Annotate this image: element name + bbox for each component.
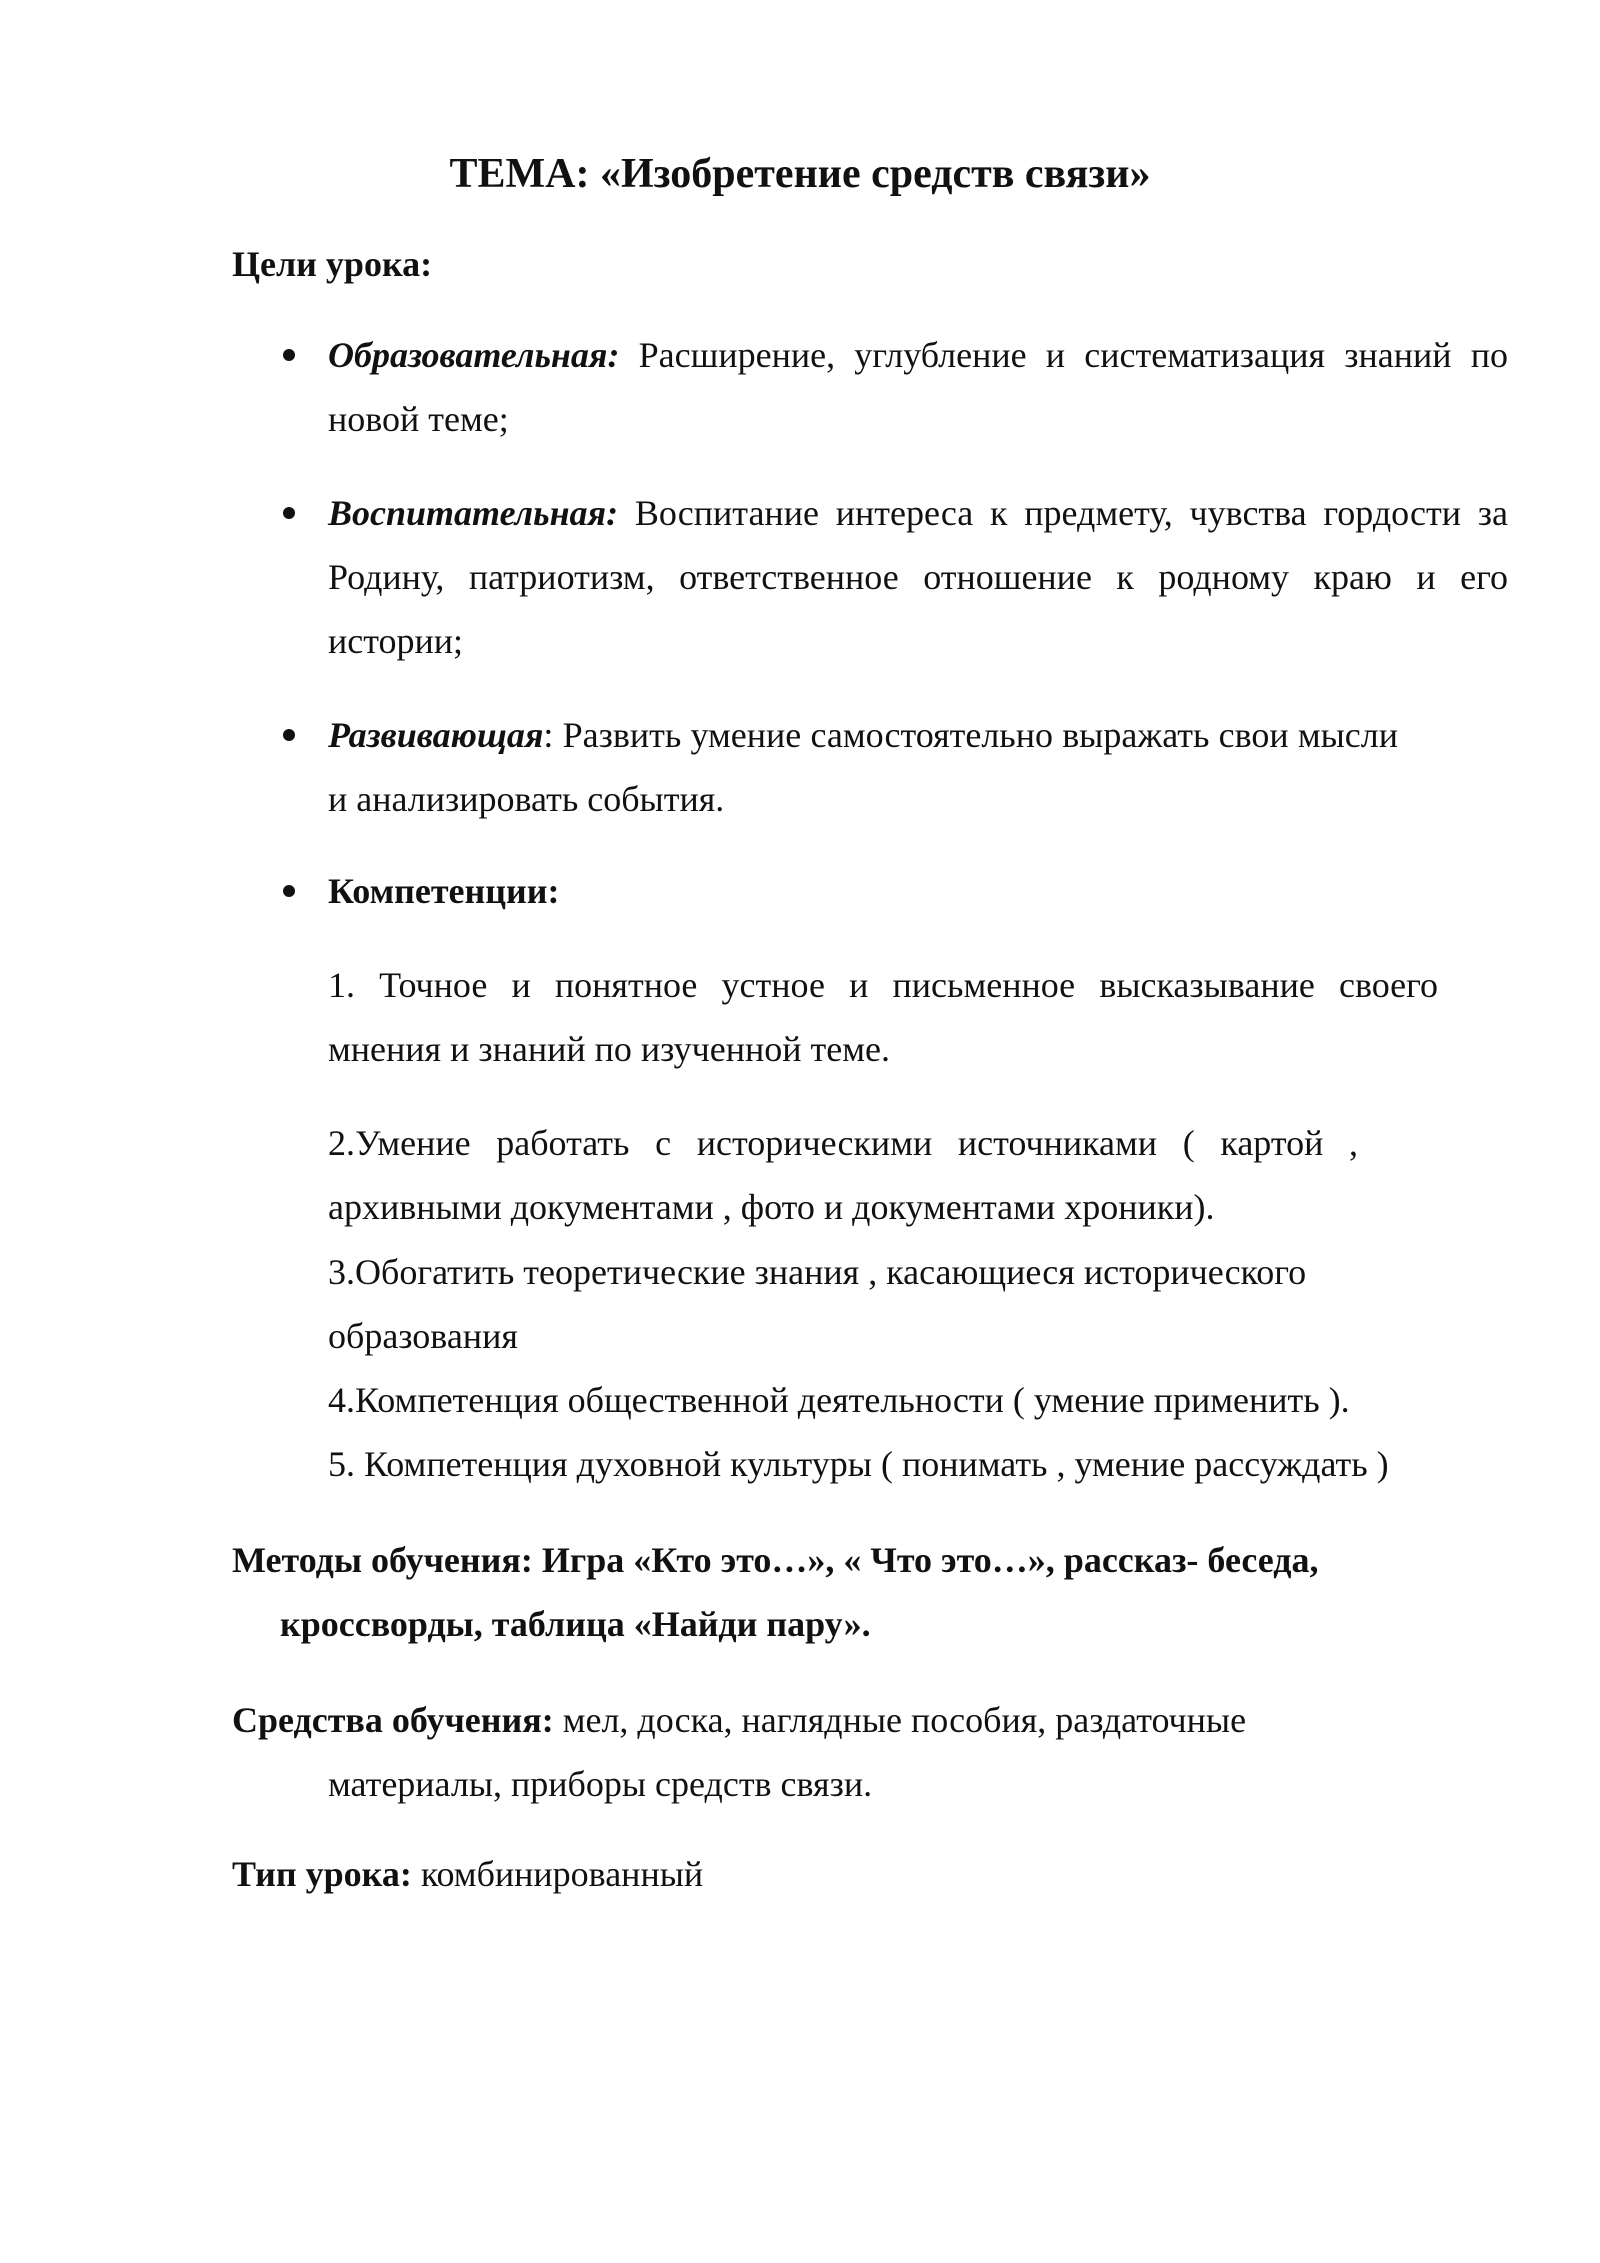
goal-item-educational [328, 323, 1508, 451]
competency-item: 4.Компетенция общественной деятельности ( умение применить ). [328, 1380, 1350, 1420]
goal-text: : Развить умение самостоятельно выражать свои мысли и анализировать события. [328, 715, 1398, 819]
goal-item-competencies [328, 859, 1508, 923]
lesson-type-value: комбинированный [411, 1854, 704, 1894]
competency-item: 5. Компетенция духовной культуры ( понимать , умение рассуждать ) [328, 1444, 1389, 1484]
methods-section [232, 1528, 1482, 1656]
methods-line2: кроссворды, таблица «Найди пару». [280, 1604, 871, 1644]
bullet-icon [283, 729, 295, 741]
page-title: ТЕМА: «Изобретение средств связи» [449, 151, 1151, 197]
means-line1: мел, доска, наглядные пособия, раздаточные [553, 1700, 1247, 1740]
lesson-type-label: Тип урока: [232, 1854, 412, 1894]
goal-label: Компетенции: [328, 871, 560, 911]
bullet-icon [283, 507, 295, 519]
methods-label: Методы обучения: [232, 1540, 533, 1580]
goal-text: Воспитание интереса к предмету, чувства гордости за Родину, патриотизм, ответственное отношение к родному краю и его истории; [328, 493, 1508, 661]
means-section [232, 1688, 1482, 1816]
competency-item: 2.Умение работать с историческими источниками ( картой , архивными документами , фото и документами хроники). [328, 1123, 1358, 1227]
goal-item-developing [328, 703, 1398, 831]
means-label: Средства обучения: [232, 1700, 554, 1740]
lesson-type [232, 1842, 703, 1906]
competency-item: 3.Обогатить теоретические знания , касающиеся исторического образования [328, 1252, 1307, 1356]
goal-text: Расширение, углубление и систематизация знаний по новой теме; [328, 335, 1508, 439]
bullet-icon [283, 885, 295, 897]
bullet-icon [283, 349, 295, 361]
goal-label: Развивающая [328, 715, 544, 755]
competency-item: 1. Точное и понятное устное и письменное высказывание своего мнения и знаний по изученной теме. [328, 965, 1438, 1069]
goal-label: Воспитательная: [328, 493, 619, 533]
goal-item-upbringing [328, 481, 1508, 673]
goal-label: Образовательная: [328, 335, 620, 375]
means-line2: материалы, приборы средств связи. [328, 1764, 873, 1804]
methods-line1: Игра «Кто это…», « Что это…», рассказ- беседа, [532, 1540, 1319, 1580]
goals-heading: Цели урока: [232, 244, 433, 284]
